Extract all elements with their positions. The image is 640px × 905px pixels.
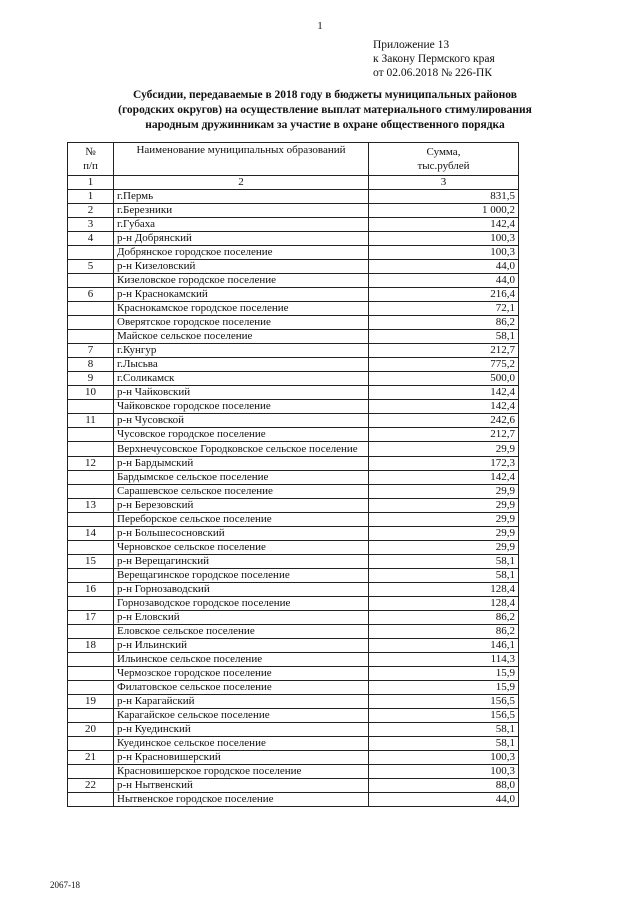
table-row (68, 597, 519, 611)
row-number: 7 (68, 344, 114, 358)
table-row (68, 442, 519, 457)
row-sum: 29,9 (369, 541, 519, 555)
table-row (68, 555, 519, 569)
row-sum: 212,7 (369, 428, 519, 442)
table-row (68, 611, 519, 625)
row-sum: 114,3 (369, 653, 519, 667)
table-row (68, 302, 519, 316)
row-name: г.Лысьва (114, 358, 369, 372)
annex-line-3: от 02.06.2018 № 226-ПК (373, 67, 493, 79)
row-number (68, 653, 114, 667)
table-row (68, 457, 519, 471)
row-number: 17 (68, 611, 114, 625)
row-sum: 100,3 (369, 246, 519, 260)
row-sum: 142,4 (369, 218, 519, 232)
table-row (68, 344, 519, 358)
row-name: г.Губаха (114, 218, 369, 232)
header-sum-line-2: тыс.рублей (417, 160, 470, 172)
row-name: Верещагинское городское поселение (114, 569, 369, 583)
row-sum: 29,9 (369, 499, 519, 513)
table-row (68, 428, 519, 442)
header-number-line-2: п/п (83, 160, 98, 172)
row-name: р-н Ильинский (114, 639, 369, 653)
row-name: Куединское сельское поселение (114, 737, 369, 751)
column-index-2: 2 (114, 176, 369, 190)
row-sum: 142,4 (369, 471, 519, 485)
table-row (68, 386, 519, 400)
row-number (68, 513, 114, 527)
row-sum: 58,1 (369, 737, 519, 751)
table-row (68, 513, 519, 527)
table-row (68, 737, 519, 751)
table-row (68, 232, 519, 246)
annex-line-2: к Закону Пермского края (373, 53, 495, 65)
row-number (68, 709, 114, 723)
row-number: 1 (68, 190, 114, 204)
row-number: 16 (68, 583, 114, 597)
row-sum: 142,4 (369, 386, 519, 400)
table-row (68, 527, 519, 541)
row-number: 13 (68, 499, 114, 513)
annex-line-1: Приложение 13 (373, 39, 450, 51)
table-row (68, 246, 519, 260)
row-sum: 58,1 (369, 569, 519, 583)
table-row (68, 471, 519, 485)
row-number (68, 681, 114, 695)
row-sum: 29,9 (369, 513, 519, 527)
row-number: 21 (68, 751, 114, 765)
table-row (68, 583, 519, 597)
row-number (68, 400, 114, 414)
row-name: р-н Еловский (114, 611, 369, 625)
column-index-1: 1 (68, 176, 114, 190)
row-number: 22 (68, 779, 114, 793)
row-sum: 100,3 (369, 765, 519, 779)
row-name: г.Соликамск (114, 372, 369, 386)
table-row (68, 625, 519, 639)
row-name: г.Кунгур (114, 344, 369, 358)
row-sum: 29,9 (369, 527, 519, 541)
row-sum: 212,7 (369, 344, 519, 358)
row-name: Переборское сельское поселение (114, 513, 369, 527)
row-sum: 86,2 (369, 625, 519, 639)
row-name: р-н Большесосновский (114, 527, 369, 541)
table-row (68, 288, 519, 302)
table-row (68, 751, 519, 765)
row-sum: 1 000,2 (369, 204, 519, 218)
row-number (68, 793, 114, 807)
table-row (68, 653, 519, 667)
column-index-3: 3 (369, 176, 519, 190)
row-sum: 58,1 (369, 555, 519, 569)
row-sum: 242,6 (369, 414, 519, 428)
table-row (68, 316, 519, 330)
row-name: р-н Кизеловский (114, 260, 369, 274)
row-sum: 172,3 (369, 457, 519, 471)
row-number: 12 (68, 457, 114, 471)
row-number: 10 (68, 386, 114, 400)
row-sum: 86,2 (369, 611, 519, 625)
row-name: Бардымское сельское поселение (114, 471, 369, 485)
table-row (68, 499, 519, 513)
row-name: р-н Краснокамский (114, 288, 369, 302)
row-name: Кизеловское городское поселение (114, 274, 369, 288)
row-number (68, 597, 114, 611)
subsidies-table (67, 142, 519, 807)
row-number (68, 246, 114, 260)
row-sum: 44,0 (369, 274, 519, 288)
table-row (68, 358, 519, 372)
row-number (68, 737, 114, 751)
row-number (68, 428, 114, 442)
row-sum: 58,1 (369, 723, 519, 737)
row-number: 3 (68, 218, 114, 232)
table-row (68, 779, 519, 793)
row-name: Черновское сельское поселение (114, 541, 369, 555)
row-number (68, 625, 114, 639)
row-name: Чайковское городское поселение (114, 400, 369, 414)
table-row (68, 765, 519, 779)
table-row (68, 190, 519, 204)
row-name: Нытвенское городское поселение (114, 793, 369, 807)
row-sum: 100,3 (369, 751, 519, 765)
row-sum: 44,0 (369, 260, 519, 274)
table-row (68, 709, 519, 723)
header-number-line-1: № (85, 146, 96, 158)
table-row (68, 541, 519, 555)
row-number: 4 (68, 232, 114, 246)
row-number (68, 541, 114, 555)
row-name: Горнозаводское городское поселение (114, 597, 369, 611)
table-row (68, 569, 519, 583)
row-sum: 100,3 (369, 232, 519, 246)
row-number: 19 (68, 695, 114, 709)
row-name: р-н Горнозаводский (114, 583, 369, 597)
row-sum: 142,4 (369, 400, 519, 414)
table-row (68, 695, 519, 709)
row-name: р-н Бардымский (114, 457, 369, 471)
row-name: Еловское сельское поселение (114, 625, 369, 639)
column-index-row (68, 176, 519, 190)
row-name: р-н Верещагинский (114, 555, 369, 569)
row-name: Филатовское сельское поселение (114, 681, 369, 695)
row-sum: 15,9 (369, 667, 519, 681)
row-name: Чермозское городское поселение (114, 667, 369, 681)
row-number (68, 274, 114, 288)
table-row (68, 667, 519, 681)
row-number: 20 (68, 723, 114, 737)
row-number (68, 765, 114, 779)
row-sum: 29,9 (369, 442, 519, 457)
row-number: 18 (68, 639, 114, 653)
row-name: р-н Нытвенский (114, 779, 369, 793)
title-line-1: Субсидии, передаваемые в 2018 году в бюджеты муниципальных районов (133, 89, 517, 101)
row-number (68, 569, 114, 583)
row-number (68, 316, 114, 330)
table-row (68, 218, 519, 232)
row-sum: 72,1 (369, 302, 519, 316)
table-row (68, 723, 519, 737)
row-name: Красновишерское городское поселение (114, 765, 369, 779)
row-number (68, 667, 114, 681)
row-name: Карагайское сельское поселение (114, 709, 369, 723)
footer-code: 2067-18 (50, 880, 80, 890)
page-number: 1 (317, 20, 323, 32)
row-name: р-н Куединский (114, 723, 369, 737)
document-title (60, 88, 590, 133)
row-sum: 86,2 (369, 316, 519, 330)
row-sum: 128,4 (369, 583, 519, 597)
row-number (68, 485, 114, 499)
row-name: Сарашевское сельское поселение (114, 485, 369, 499)
row-name: Краснокамское городское поселение (114, 302, 369, 316)
table-row (68, 330, 519, 344)
row-number: 5 (68, 260, 114, 274)
table-row (68, 400, 519, 414)
row-sum: 500,0 (369, 372, 519, 386)
row-sum: 775,2 (369, 358, 519, 372)
header-sum-line-1: Сумма, (426, 146, 461, 158)
table-row (68, 639, 519, 653)
title-line-3: народным дружинникам за участие в охране общественного порядка (145, 119, 505, 131)
row-name: Чусовское городское поселение (114, 428, 369, 442)
table-row (68, 793, 519, 807)
row-name: Ильинское сельское поселение (114, 653, 369, 667)
row-number (68, 471, 114, 485)
row-name: г.Березники (114, 204, 369, 218)
table-row (68, 681, 519, 695)
table-row (68, 485, 519, 499)
row-name: р-н Карагайский (114, 695, 369, 709)
table-row (68, 274, 519, 288)
table-row (68, 204, 519, 218)
row-sum: 29,9 (369, 485, 519, 499)
row-sum: 156,5 (369, 709, 519, 723)
row-name: р-н Красновишерский (114, 751, 369, 765)
row-name: Добрянское городское поселение (114, 246, 369, 260)
row-number: 15 (68, 555, 114, 569)
row-number (68, 302, 114, 316)
row-sum: 58,1 (369, 330, 519, 344)
row-name: р-н Чусовской (114, 414, 369, 428)
row-number (68, 442, 114, 457)
row-sum: 15,9 (369, 681, 519, 695)
table-row (68, 414, 519, 428)
row-name: р-н Березовский (114, 499, 369, 513)
row-sum: 146,1 (369, 639, 519, 653)
row-name: р-н Добрянский (114, 232, 369, 246)
row-number: 14 (68, 527, 114, 541)
row-number: 9 (68, 372, 114, 386)
row-number: 8 (68, 358, 114, 372)
header-sum (369, 143, 519, 176)
row-name: Оверятское городское поселение (114, 316, 369, 330)
table-row (68, 260, 519, 274)
header-number (68, 143, 114, 176)
table-header-row (68, 143, 519, 176)
row-sum: 216,4 (369, 288, 519, 302)
row-name: Верхнечусовское Городковское сельское поселение (114, 442, 369, 457)
row-name: г.Пермь (114, 190, 369, 204)
row-sum: 156,5 (369, 695, 519, 709)
row-sum: 128,4 (369, 597, 519, 611)
row-number: 11 (68, 414, 114, 428)
row-sum: 44,0 (369, 793, 519, 807)
table-row (68, 372, 519, 386)
row-sum: 831,5 (369, 190, 519, 204)
row-name: Майское сельское поселение (114, 330, 369, 344)
header-name-text: Наименование муниципальных образований (136, 144, 346, 156)
row-number: 2 (68, 204, 114, 218)
header-name (114, 143, 369, 176)
row-number: 6 (68, 288, 114, 302)
annex-header (373, 38, 495, 80)
row-name: р-н Чайковский (114, 386, 369, 400)
title-line-2: (городских округов) на осуществление выплат материального стимулирования (118, 104, 532, 116)
table-body (68, 190, 519, 807)
row-number (68, 330, 114, 344)
row-sum: 88,0 (369, 779, 519, 793)
